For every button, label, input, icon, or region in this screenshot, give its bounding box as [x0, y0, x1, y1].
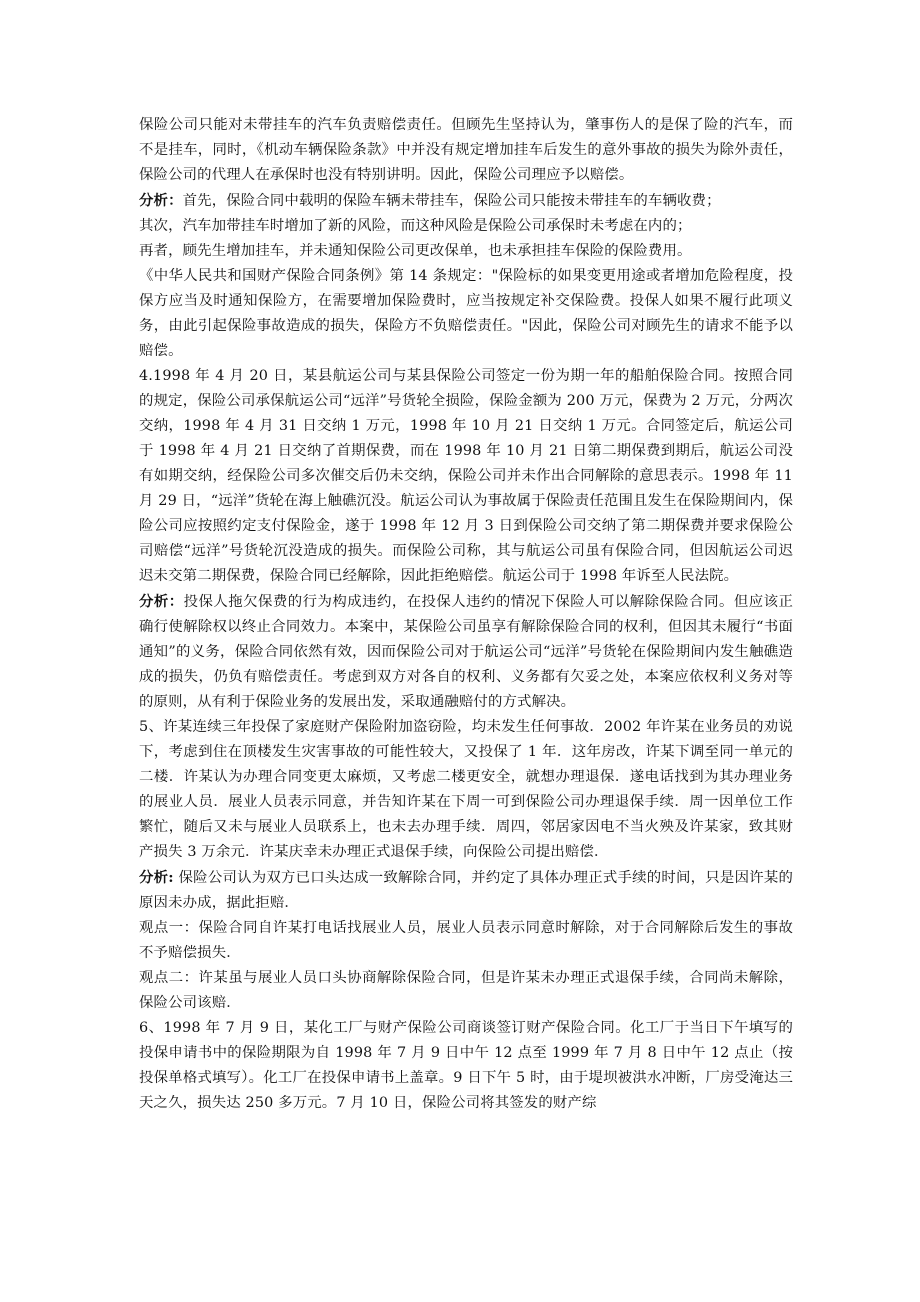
- paragraph-9: [139, 865, 793, 916]
- paragraph-11: [139, 966, 793, 1016]
- paragraph-7: [139, 589, 793, 715]
- paragraph-8: [139, 715, 793, 865]
- paragraph-text: 其次，汽车加带挂车时增加了新的风险，而这种风险是保险公司承保时未考虑在内的；: [139, 218, 692, 234]
- paragraph-text: 5、许某连续三年投保了家庭财产保险附加盗窃险，均未发生任何事故．2002 年许某在业务员的劝说下，考虑到住在顶楼发生灾害事故的可能性较大，又投保了 1 年．这年房改，许某下调至同一单元的二楼．许某认为办理合同变更太麻烦，又考虑二楼更安全，就想办理退保．遂电话找到为其办理业务的展业人员．展业人员表示同意，并告知许某在下周一可到保险公司办理退保手续．周一因单位工作繁忙，随后又未与展业人员联系上，也未去办理手续．周四，邻居家因电不当火殃及许某家，致其财产损失 3 万余元．许某庆幸未办理正式退保手续，向保险公司提出赔偿．: [139, 719, 793, 860]
- paragraph-text: 6、1998 年 7 月 9 日，某化工厂与财产保险公司商谈签订财产保险合同。化工厂于当日下午填写的投保申请书中的保险期限为自 1998 年 7 月 9 日中午 12 点至 1999 年 7 月 8 日中午 12 点止（按投保单格式填写）。化工厂在投保申请书上盖章。9 日下午 5 时，由于堤坝被洪水冲断，厂房受淹达三天之久，损失达 250 多万元。7 月 10 日，保险公司将其签发的财产综: [139, 1020, 793, 1111]
- paragraph-text: 保险公司认为双方已口头达成一致解除合同，并约定了具体办理正式手续的时间，只是因许某的原因未办成，据此拒赔．: [139, 870, 794, 911]
- paragraph-text: 再者，顾先生增加挂车，并未通知保险公司更改保单，也未承担挂车保险的保险费用。: [139, 243, 692, 259]
- paragraph-4: [139, 239, 793, 264]
- analysis-label: 分析：: [139, 593, 184, 610]
- document-body: [139, 113, 793, 1116]
- paragraph-text: 首先，保险合同中载明的保险车辆未带挂车，保险公司只能按未带挂车的车辆收费；: [182, 193, 721, 209]
- paragraph-text: 投保人拖欠保费的行为构成违约，在投保人违约的情况下保险人可以解除保险合同。但应该正确行使解除权以终止合同效力。本案中，某保险公司虽享有解除保险合同的权利，但因其未履行“书面通知”的义务，保险合同依然有效，因而保险公司对于航运公司“远洋”号货轮在保险期间内发生触礁造成的损失，仍负有赔偿责任。考虑到双方对各自的权利、义务都有欠妥之处，本案应依权利义务对等的原则，从有利于保险业务的发展出发，采取通融赔付的方式解决。: [139, 594, 794, 710]
- paragraph-1: [139, 113, 793, 188]
- analysis-label: 分析：: [139, 192, 183, 209]
- paragraph-12: [139, 1016, 793, 1116]
- paragraph-text: 观点一：保险合同自许某打电话找展业人员，展业人员表示同意时解除，对于合同解除后发生的事故不予赔偿损失．: [139, 920, 793, 961]
- paragraph-10: [139, 916, 793, 966]
- paragraph-text: 保险公司只能对未带挂车的汽车负责赔偿责任。但顾先生坚持认为，肇事伤人的是保了险的汽车，而不是挂车，同时，《机动车辆保险条款》中并没有规定增加挂车后发生的意外事故的损失为除外责任，保险公司的代理人在承保时也没有特别讲明。因此，保险公司理应予以赔偿。: [139, 117, 793, 183]
- paragraph-text: 《中华人民共和国财产保险合同条例》第 14 条规定："保险标的如果变更用途或者增加危险程度，投保方应当及时通知保险方，在需要增加保险费时，应当按规定补交保险费。投保人如果不履行此项义务，由此引起保险事故造成的损失，保险方不负赔偿责任。"因此，保险公司对顾先生的请求不能予以赔偿。: [139, 268, 793, 359]
- paragraph-5: [139, 264, 793, 364]
- analysis-label: 分析:: [139, 869, 174, 886]
- paragraph-2: [139, 188, 793, 214]
- paragraph-text: 观点二：许某虽与展业人员口头协商解除保险合同，但是许某未办理正式退保手续，合同尚未解除，保险公司该赔．: [139, 970, 793, 1011]
- paragraph-text: 4.1998 年 4 月 20 日，某县航运公司与某县保险公司签定一份为期一年的船舶保险合同。按照合同的规定，保险公司承保航运公司“远洋”号货轮全损险，保险金额为 200 万元，保费为 2 万元，分两次交纳，1998 年 4 月 31 日交纳 1 万元，1998 年 10 月 21 日交纳 1 万元。合同签定后，航运公司于 1998 年 4 月 21 日交纳了首期保费，而在 1998 年 10 月 21 日第二期保费到期后，航运公司没有如期交纳，经保险公司多次催交后仍未交纳，保险公司并未作出合同解除的意思表示。1998 年 11 月 29 日，“远洋”货轮在海上触礁沉没。航运公司认为事故属于保险责任范围且发生在保险期间内，保险公司应按照约定支付保险金，遂于 1998 年 12 月 3 日到保险公司交纳了第二期保费并要求保险公司赔偿“远洋”号货轮沉没造成的损失。而保险公司称，其与航运公司虽有保险合同，但因航运公司迟迟未交第二期保费，保险合同已经解除，因此拒绝赔偿。航运公司于 1998 年诉至人民法院。: [139, 368, 793, 584]
- paragraph-6: [139, 364, 793, 589]
- paragraph-3: [139, 214, 793, 239]
